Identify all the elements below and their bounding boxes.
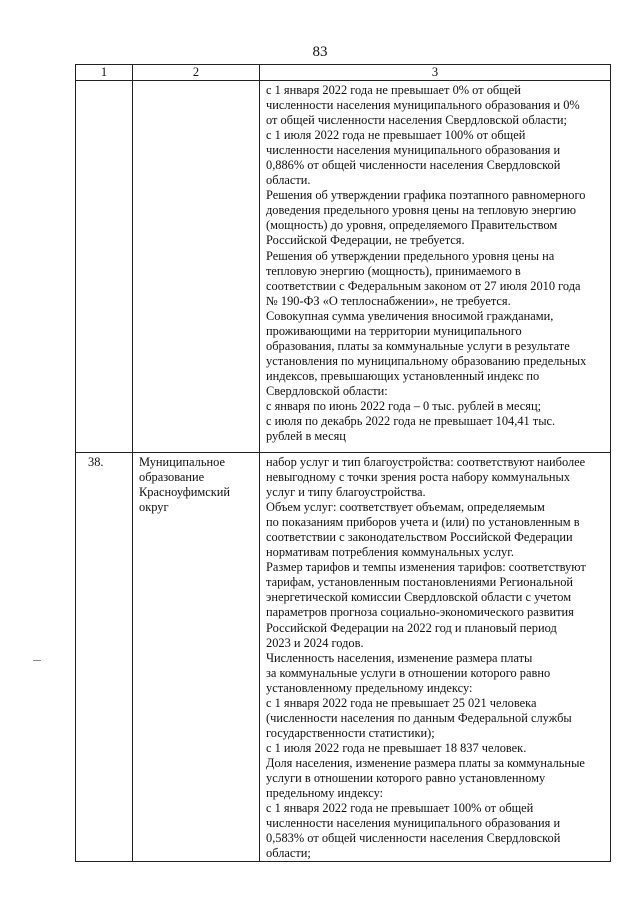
content-line: нормативам потребления коммунальных услуг. <box>266 545 515 560</box>
content-line: Объем услуг: соответствует объемам, определяемым <box>266 500 545 515</box>
content-line: соответствии с Федеральным законом от 27 июля 2010 года <box>266 278 581 293</box>
content-line: по показаниям приборов учета и (или) по установленным в <box>266 515 580 530</box>
content-line: 2023 и 2024 годов. <box>266 635 364 650</box>
content-cell <box>260 81 611 453</box>
municipality-line: образование <box>139 470 205 485</box>
column-header-municipality: 2 <box>133 65 260 81</box>
table-header-row <box>76 65 611 81</box>
content-line: Российской Федерации, не требуется. <box>266 233 465 248</box>
content-line: государственности статистики); <box>266 725 435 740</box>
content-line: тарифам, установленным постановлениями Региональной <box>266 575 574 590</box>
content-line: невыгодному с точки зрения роста набору коммунальных <box>266 470 571 485</box>
content-line: Совокупная сумма увеличения вносимой гражданами, <box>266 308 554 323</box>
content-line: численности населения муниципального образования и <box>266 143 561 158</box>
row-number-cell <box>76 81 133 453</box>
content-line: проживающими на территории муниципального <box>266 323 522 338</box>
content-line: (мощность) до уровня, определяемого Правительством <box>266 218 558 233</box>
content-line: Доля населения, изменение размера платы за коммунальные <box>266 755 585 770</box>
content-line: рублей в месяц <box>266 429 346 444</box>
content-line: с января по июнь 2022 года – 0 тыс. рублей в месяц; <box>266 398 542 413</box>
content-line: Решения об утверждении предельного уровня цены на <box>266 248 555 263</box>
content-cell <box>260 453 611 862</box>
content-line: с 1 января 2022 года не превышает 25 021 человека <box>266 695 537 710</box>
page-number: 83 <box>312 44 328 60</box>
content-line: области. <box>266 173 311 188</box>
content-line: (численности населения по данным Федеральной службы <box>266 710 572 725</box>
margin-mark <box>33 660 41 661</box>
content-line: предельному индексу: <box>266 786 384 801</box>
document-table <box>75 64 611 862</box>
content-line: области; <box>266 846 311 861</box>
content-line: от общей численности населения Свердловской области; <box>266 113 567 128</box>
content-line: с 1 января 2022 года не превышает 0% от общей <box>266 83 521 97</box>
content-line: с 1 июля 2022 года не превышает 18 837 человек. <box>266 740 527 755</box>
content-line: соответствии с законодательством Российской Федерации <box>266 530 573 545</box>
content-line: численности населения муниципального образования и 0% <box>266 98 580 113</box>
content-line: Численность населения, изменение размера платы <box>266 650 533 665</box>
table-row-38 <box>76 453 611 862</box>
municipality-cell <box>133 453 260 862</box>
content-line: услуг и типу благоустройства. <box>266 485 426 500</box>
content-line: Свердловской области: <box>266 383 388 398</box>
content-line: Решения об утверждении графика поэтапного равномерного <box>266 188 586 203</box>
content-line: с 1 июля 2022 года не превышает 100% от общей <box>266 128 526 143</box>
content-line: численности населения муниципального образования и <box>266 816 561 831</box>
content-line: образования, платы за коммунальные услуги в результате <box>266 338 570 353</box>
content-line: параметров прогноза социально-экономического развития <box>266 605 574 620</box>
content-line: с 1 января 2022 года не превышает 100% от общей <box>266 801 534 816</box>
content-line: 0,886% от общей численности населения Свердловской <box>266 158 561 173</box>
content-line: услуги в отношении которого равно установленному <box>266 770 546 785</box>
row-number: 38. <box>88 455 104 469</box>
content-line: доведения предельного уровня цены на тепловую энергию <box>266 203 576 218</box>
content-line: энергетической комиссии Свердловской области с учетом <box>266 590 572 605</box>
row-number-cell <box>76 453 133 862</box>
content-line: установленному предельному индексу: <box>266 680 473 695</box>
content-line: набор услуг и тип благоустройства: соответствуют наиболее <box>266 455 586 469</box>
municipality-line: Красноуфимский <box>139 485 230 500</box>
column-header-content: 3 <box>260 65 611 81</box>
content-line: № 190-ФЗ «О теплоснабжении», не требуется. <box>266 293 511 308</box>
content-line: Размер тарифов и темпы изменения тарифов: соответствуют <box>266 560 586 575</box>
column-header-number: 1 <box>76 65 133 81</box>
content-line: с июля по декабрь 2022 года не превышает 104,41 тыс. <box>266 414 556 429</box>
municipality-line: Муниципальное <box>139 455 225 469</box>
municipality-line: округ <box>139 500 169 515</box>
table-row-continued <box>76 81 611 453</box>
content-line: индексов, превышающих установленный индекс по <box>266 368 540 383</box>
content-line: установления по муниципальному образованию предельных <box>266 353 587 368</box>
content-line: тепловую энергию (мощность), принимаемого в <box>266 263 521 278</box>
content-line: за коммунальные услуги в отношении которого равно <box>266 665 551 680</box>
content-line: Российской Федерации на 2022 год и плановый период <box>266 620 557 635</box>
municipality-cell <box>133 81 260 453</box>
content-line: 0,583% от общей численности населения Свердловской <box>266 831 561 846</box>
